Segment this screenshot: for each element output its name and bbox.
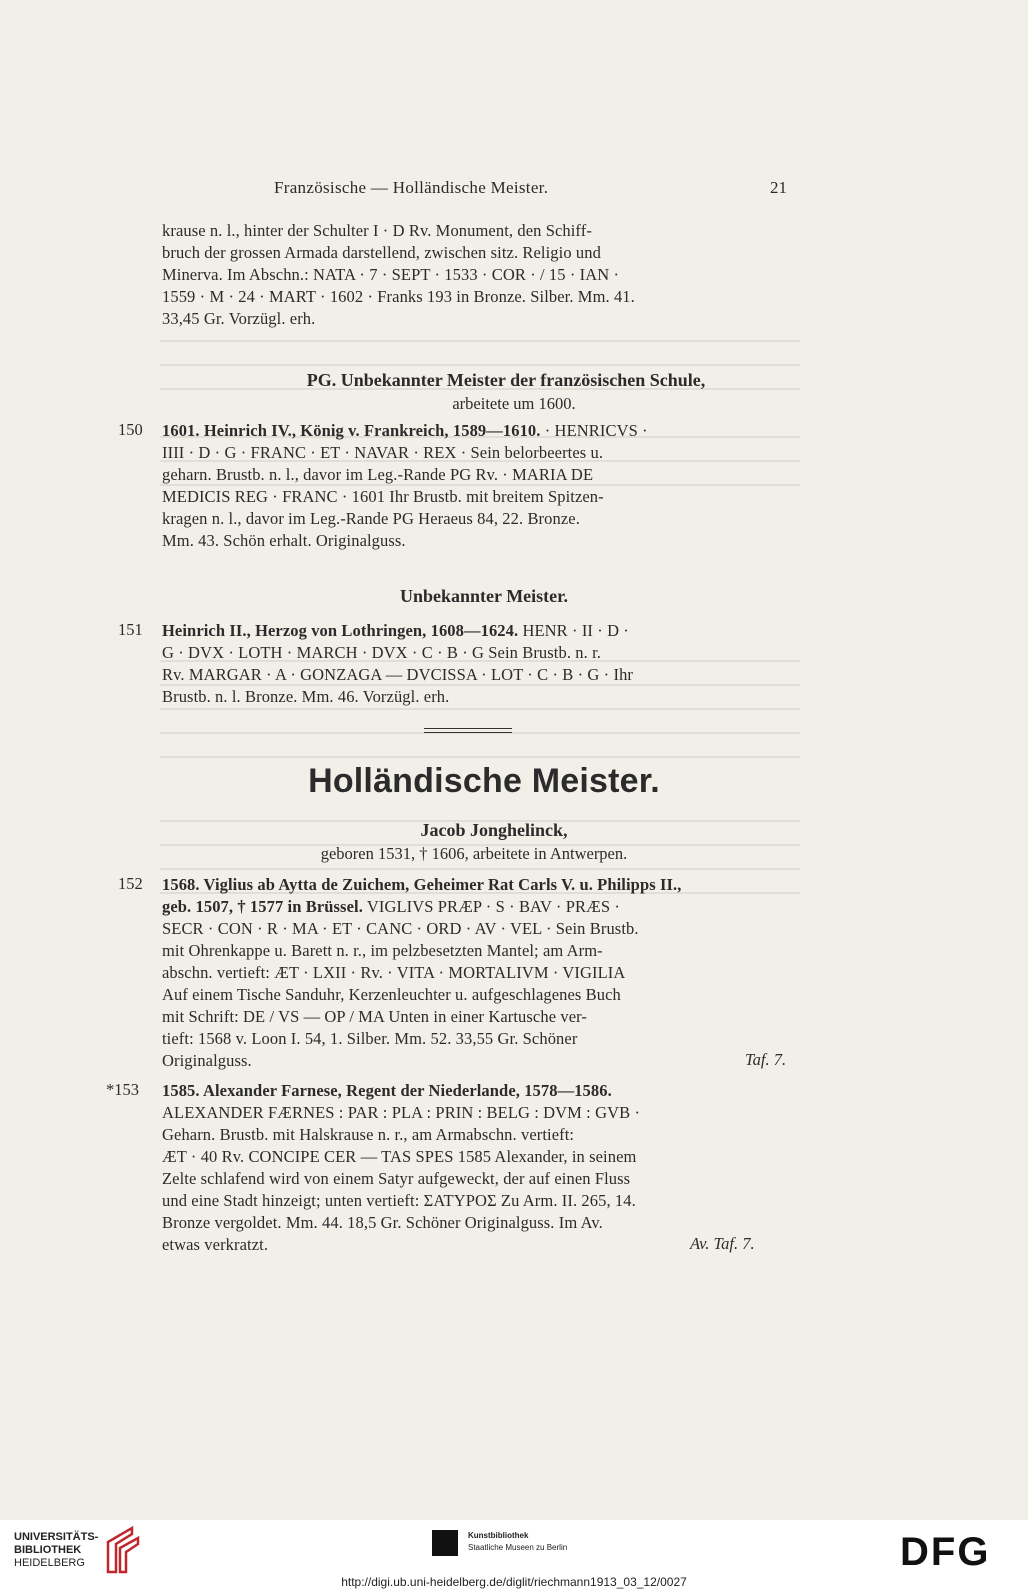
- section-subheading: arbeitete um 1600.: [452, 394, 576, 413]
- text-line: 33,45 Gr. Vorzügl. erh.: [162, 309, 316, 328]
- text-line: Mm. 43. Schön erhalt. Originalguss.: [162, 531, 406, 550]
- entry-number: *153: [106, 1080, 139, 1099]
- section-divider: [424, 728, 512, 729]
- entry-number: 151: [118, 620, 143, 639]
- kb-name: Kunstbibliothek: [468, 1531, 529, 1540]
- page-number: 21: [770, 178, 787, 197]
- text-line: Originalguss.: [162, 1051, 252, 1070]
- dfg-logo[interactable]: DFG: [900, 1530, 991, 1574]
- text-line: MEDICIS REG · FRANC · 1601 Ihr Brustb. mit breitem Spitzen-: [162, 487, 604, 506]
- text-line: etwas verkratzt.: [162, 1235, 269, 1254]
- entry-150-line-1: [162, 420, 798, 441]
- text-line: Minerva. Im Abschn.: NATA · 7 · SEPT · 1533 · COR · / 15 · IAN ·: [162, 265, 620, 284]
- text-line: Zelte schlafend wird von einem Satyr aufgeweckt, der auf einen Fluss: [162, 1169, 631, 1188]
- library-name-line: HEIDELBERG: [14, 1557, 85, 1569]
- text-line: bruch der grossen Armada darstellend, zwischen sitz. Religio und: [162, 243, 601, 262]
- artist-name: Jacob Jonghelinck,: [420, 820, 568, 840]
- text-line: SECR · CON · R · MA · ET · CANC · ORD · AV · VEL · Sein Brustb.: [162, 919, 639, 938]
- entry-title: Heinrich II., Herzog von Lothringen, 1608—1624.: [162, 621, 519, 640]
- text-line: Auf einem Tische Sanduhr, Kerzenleuchter u. aufgeschlagenes Buch: [162, 985, 621, 1004]
- entry-number: 150: [118, 420, 143, 439]
- footer-bar: [0, 1520, 1028, 1594]
- text-line: Geharn. Brustb. mit Halskrause n. r., am Armabschn. vertieft:: [162, 1125, 575, 1144]
- entry-number: 152: [118, 874, 143, 893]
- legend-text: VIGLIVS PRÆP · S · BAV · PRÆS ·: [362, 897, 620, 916]
- entry-title-text: 1568. Viglius ab Aytta de Zuichem, Geheimer Rat Carls V. u. Philipps II.,: [162, 875, 682, 894]
- entry-title-text: 1585. Alexander Farnese, Regent der Niederlande, 1578—1586.: [162, 1081, 612, 1100]
- text-line: ALEXANDER FÆRNES : PAR : PLA : PRIN : BELG : DVM : GVB ·: [162, 1103, 641, 1122]
- text-line: 1559 · M · 24 · MART · 1602 · Franks 193 in Bronze. Silber. Mm. 41.: [162, 287, 635, 306]
- plate-reference: Taf. 7.: [745, 1050, 787, 1069]
- text-line: ÆT · 40 Rv. CONCIPE CER — TAS SPES 1585 Alexander, in seinem: [162, 1147, 637, 1166]
- library-emblem-icon: [102, 1524, 144, 1576]
- legend-text: · HENRICVS ·: [540, 421, 648, 440]
- text-line: Bronze vergoldet. Mm. 44. 18,5 Gr. Schöner Originalguss. Im Av.: [162, 1213, 603, 1232]
- entry-152-line-2: [162, 896, 798, 917]
- running-header: Französische — Holländische Meister.: [274, 178, 549, 197]
- entry-title-text: geb. 1507, † 1577 in Brüssel.: [162, 897, 363, 916]
- section-heading-unknown-master: Unbekannter Meister.: [400, 586, 568, 606]
- artist-note: geboren 1531, † 1606, arbeitete in Antwerpen.: [320, 844, 628, 863]
- source-url-link[interactable]: http://digi.ub.uni-heidelberg.de/diglit/riechmann1913_03_12/0027: [341, 1575, 687, 1589]
- text-line: krause n. l., hinter der Schulter I · D Rv. Monument, den Schiff-: [162, 221, 592, 240]
- entry-151-line-1: [162, 620, 798, 641]
- entry-title: [162, 1080, 798, 1101]
- entry-title: 1601. Heinrich IV., König v. Frankreich, 1589—1610.: [162, 421, 541, 440]
- entry-title: [162, 874, 798, 895]
- library-name-line: UNIVERSITÄTS-: [14, 1531, 99, 1543]
- library-name-line: BIBLIOTHEK: [14, 1544, 82, 1556]
- kunstbibliothek-label: [468, 1530, 567, 1554]
- text-line: geharn. Brustb. n. l., davor im Leg.-Rande PG Rv. · MARIA DE: [162, 465, 594, 484]
- plate-reference: Av. Taf. 7.: [690, 1234, 755, 1253]
- text-line: IIII · D · G · FRANC · ET · NAVAR · REX · Sein belorbeertes u.: [162, 443, 604, 462]
- text-line: mit Schrift: DE / VS — OP / MA Unten in einer Kartusche ver-: [162, 1007, 587, 1026]
- heidelberg-logo[interactable]: [14, 1531, 98, 1570]
- section-divider: [424, 732, 512, 733]
- text-line: abschn. vertieft: ÆT · LXII · Rv. · VITA · MORTALIVM · VIGILIA: [162, 963, 626, 982]
- section-heading-dutch-masters: Holländische Meister.: [308, 762, 660, 800]
- kb-subname: Staatliche Museen zu Berlin: [468, 1543, 568, 1552]
- text-line: mit Ohrenkappe u. Barett n. r., im pelzbesetzten Mantel; am Arm-: [162, 941, 603, 960]
- text-line: Rv. MARGAR · A · GONZAGA — DVCISSA · LOT · C · B · G · Ihr: [162, 665, 634, 684]
- text-line: kragen n. l., davor im Leg.-Rande PG Heraeus 84, 22. Bronze.: [162, 509, 580, 528]
- legend-text: HENR · II · D ·: [518, 621, 629, 640]
- kunstbibliothek-logo-icon: [432, 1530, 458, 1556]
- section-heading-french-school: PG. Unbekannter Meister der französischen Schule,: [306, 370, 706, 390]
- text-line: Brustb. n. l. Bronze. Mm. 46. Vorzügl. erh.: [162, 687, 450, 706]
- text-line: tieft: 1568 v. Loon I. 54, 1. Silber. Mm. 52. 33,55 Gr. Schöner: [162, 1029, 578, 1048]
- text-line: und eine Stadt hinzeigt; unten vertieft: ΣΑΤΥΡΟΣ Zu Arm. II. 265, 14.: [162, 1191, 636, 1210]
- text-line: G · DVX · LOTH · MARCH · DVX · C · B · G Sein Brustb. n. r.: [162, 643, 602, 662]
